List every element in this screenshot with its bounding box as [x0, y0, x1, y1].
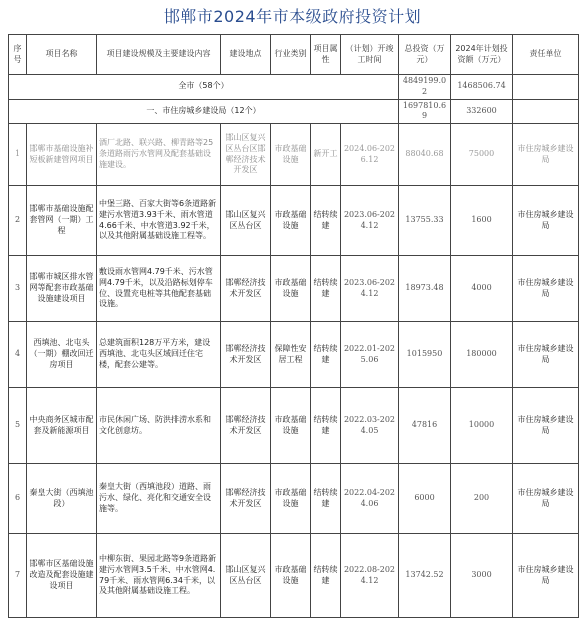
table-row — [9, 322, 579, 388]
summary-unit — [513, 75, 579, 100]
row-unit: 市住房城乡建设局 — [513, 186, 579, 256]
row-industry: 市政基础设施 — [271, 256, 311, 322]
table-row — [9, 534, 579, 618]
row-unit: 市住房城乡建设局 — [513, 124, 579, 186]
row-unit: 市住房城乡建设局 — [513, 388, 579, 464]
row-attr: 结转续建 — [311, 388, 341, 464]
table-header-row — [9, 35, 579, 75]
table-row — [9, 464, 579, 534]
header-period: （计划）开竣工时间 — [341, 35, 399, 75]
row-industry: 市政基础设施 — [271, 464, 311, 534]
row-scope: 酒厂北路、联兴路、柳青路等25条道路雨污水管网及配套基础设施建设。 — [97, 124, 221, 186]
row-unit: 市住房城乡建设局 — [513, 322, 579, 388]
header-location: 建设地点 — [221, 35, 271, 75]
row-name: 邯郸市区基础设施改造及配套设施建设项目 — [27, 534, 97, 618]
row-unit: 市住房城乡建设局 — [513, 256, 579, 322]
row-plan: 1600 — [451, 186, 513, 256]
row-period: 2022.08-2024.12 — [341, 534, 399, 618]
row-seq: 1 — [9, 124, 27, 186]
group-row — [9, 99, 579, 124]
row-plan: 200 — [451, 464, 513, 534]
summary-total: 4849199.02 — [399, 75, 451, 100]
row-name: 邯郸市城区排水管网等配套市政基础设施建设项目 — [27, 256, 97, 322]
row-location: 邯山区复兴区丛台区邯郸经济技术开发区 — [221, 124, 271, 186]
row-location: 邯郸经济技术开发区 — [221, 464, 271, 534]
row-name: 邯郸市基础设施配套管网（一期）工程 — [27, 186, 97, 256]
row-scope: 秦皇大街（西填池段）道路、雨污水、绿化、亮化和交通安全设施等。 — [97, 464, 221, 534]
row-scope: 市民休闲广场、防洪排涝水系和文化创意坊。 — [97, 388, 221, 464]
group-label: 一、市住房城乡建设局（12个） — [9, 99, 399, 124]
row-plan: 10000 — [451, 388, 513, 464]
table-row — [9, 388, 579, 464]
row-seq: 5 — [9, 388, 27, 464]
group-unit — [513, 99, 579, 124]
row-scope: 中柳东街、果园北路等9条道路新建污水管网3.5千米、中水管网4.79千米、雨水管网6.34千米，以及其他附属基础设施工程。 — [97, 534, 221, 618]
row-attr: 结转续建 — [311, 256, 341, 322]
header-attr: 项目属性 — [311, 35, 341, 75]
row-seq: 3 — [9, 256, 27, 322]
row-location: 邯郸经济技术开发区 — [221, 256, 271, 322]
row-industry: 市政基础设施 — [271, 534, 311, 618]
header-scope: 项目建设规模及主要建设内容 — [97, 35, 221, 75]
row-name: 秦皇大街（西填池段） — [27, 464, 97, 534]
row-unit: 市住房城乡建设局 — [513, 464, 579, 534]
row-seq: 4 — [9, 322, 27, 388]
summary-plan: 1468506.74 — [451, 75, 513, 100]
row-name: 邯郸市基础设施补短板新建管网项目 — [27, 124, 97, 186]
investment-plan-table — [8, 34, 579, 618]
summary-label: 全市（58个） — [9, 75, 399, 100]
row-industry: 保障性安居工程 — [271, 322, 311, 388]
row-period: 2024.06-2026.12 — [341, 124, 399, 186]
page-title: 邯郸市2024年市本级政府投资计划 — [163, 7, 422, 26]
row-location: 邯郸经济技术开发区 — [221, 322, 271, 388]
row-total: 47816 — [399, 388, 451, 464]
row-plan: 180000 — [451, 322, 513, 388]
row-location: 邯山区复兴区丛台区 — [221, 186, 271, 256]
row-total: 6000 — [399, 464, 451, 534]
row-period: 2023.06-2024.12 — [341, 256, 399, 322]
row-location: 邯郸经济技术开发区 — [221, 388, 271, 464]
row-seq: 6 — [9, 464, 27, 534]
row-total: 1015950 — [399, 322, 451, 388]
summary-row — [9, 75, 579, 100]
header-industry: 行业类别 — [271, 35, 311, 75]
row-industry: 市政基础设施 — [271, 388, 311, 464]
header-seq: 序号 — [9, 35, 27, 75]
row-total: 13755.33 — [399, 186, 451, 256]
row-plan: 75000 — [451, 124, 513, 186]
row-attr: 结转续建 — [311, 322, 341, 388]
row-seq: 2 — [9, 186, 27, 256]
row-period: 2022.01-2025.06 — [341, 322, 399, 388]
row-total: 88040.68 — [399, 124, 451, 186]
row-attr: 结转续建 — [311, 464, 341, 534]
group-plan: 332600 — [451, 99, 513, 124]
row-seq: 7 — [9, 534, 27, 618]
row-plan: 4000 — [451, 256, 513, 322]
row-total: 13742.52 — [399, 534, 451, 618]
row-scope: 敷设雨水管网4.79千米、污水管网4.79千米，以及沿路标划停车位、设置充电桩等其他配套基础设施。 — [97, 256, 221, 322]
row-location: 邯山区复兴区丛台区 — [221, 534, 271, 618]
row-attr: 新开工 — [311, 124, 341, 186]
row-name: 西填池、北屯头（一期）棚改回迁房项目 — [27, 322, 97, 388]
group-total: 1697810.69 — [399, 99, 451, 124]
row-period: 2023.06-2024.12 — [341, 186, 399, 256]
row-scope: 中堡三路、百家大街等6条道路新建污水管道3.93千米、雨水管道4.66千米、中水管道3.92千米，以及其他附属基础设施工程等。 — [97, 186, 221, 256]
row-attr: 结转续建 — [311, 186, 341, 256]
row-period: 2022.03-2024.05 — [341, 388, 399, 464]
row-unit: 市住房城乡建设局 — [513, 534, 579, 618]
row-period: 2022.04-2024.06 — [341, 464, 399, 534]
row-industry: 市政基础设施 — [271, 124, 311, 186]
header-plan: 2024年计划投资额（万元） — [451, 35, 513, 75]
table-row — [9, 186, 579, 256]
row-total: 18973.48 — [399, 256, 451, 322]
row-attr: 结转续建 — [311, 534, 341, 618]
row-name: 中央商务区城市配套及新能源项目 — [27, 388, 97, 464]
row-plan: 3000 — [451, 534, 513, 618]
table-row — [9, 124, 579, 186]
table-row — [9, 256, 579, 322]
row-scope: 总建筑面积128万平方米，建设西填池、北屯头区域回迁住宅楼，配套公建等。 — [97, 322, 221, 388]
header-name: 项目名称 — [27, 35, 97, 75]
header-unit: 责任单位 — [513, 35, 579, 75]
row-industry: 市政基础设施 — [271, 186, 311, 256]
header-total: 总投资（万元） — [399, 35, 451, 75]
